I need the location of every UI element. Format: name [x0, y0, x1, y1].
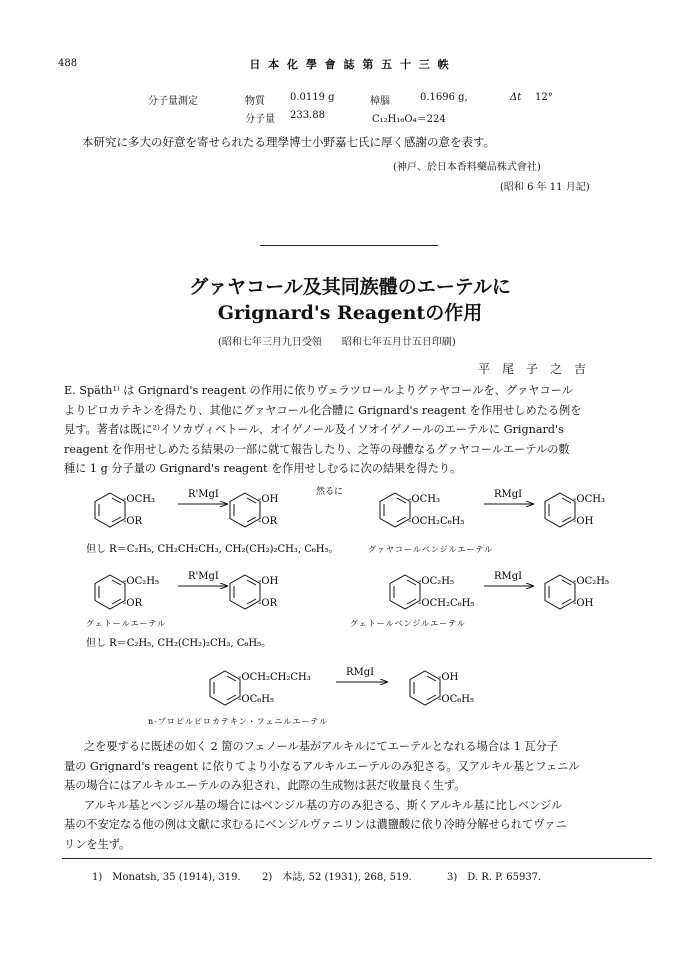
benzene-ring-icon — [230, 575, 260, 609]
delta-t-value: 12° — [535, 92, 553, 103]
intro-line: 見す。著者は既に²⁾イソカヴィベトール、オイゲノール及イソオイゲノールのエーテルに Grignard's — [64, 423, 564, 436]
substituent: -OR — [258, 516, 278, 527]
benzene-ring-icon — [545, 575, 575, 609]
conclusion-line: 基の場合にはアルキルエーテルのみ犯され、此際の生成物は甚だ收量良く生ず。 — [64, 779, 466, 792]
reagent: RMgI — [494, 571, 523, 582]
intro-line: よりピロカテキンを得たり、其他にグァヤコール化合體に Grignard's reagent を作用せしめたる例を — [64, 403, 582, 417]
mw-measurement-label: 分子量測定 — [148, 96, 198, 107]
molecular-formula: C₁₂H₁₆O₄＝224 — [372, 114, 446, 125]
delta-t-label: Δt — [510, 92, 522, 103]
compound-caption: グェトールエーテル — [86, 619, 167, 628]
written-date: (昭和 6 年 11 月記) — [500, 182, 590, 193]
however-text: 然るに — [316, 487, 344, 497]
footnote: 3) D. R. P. 65937. — [447, 872, 542, 883]
conclusion-line: 之を要するに既述の如く 2 箇のフェノール基がアルキルにてエーテルとなれる場合は 1 瓦分子 — [84, 740, 558, 753]
page-number: 488 — [58, 58, 78, 69]
footnote: 2) 本誌, 52 (1931), 268, 519. — [262, 872, 412, 883]
compound-caption: n-プロピルピロカテキン・フェニルエーテル — [148, 717, 328, 726]
affiliation: (神戸、於日本香料藥品株式會社) — [393, 162, 541, 173]
compound-caption: グァヤコールベンジルエーテル — [368, 545, 494, 554]
article-title-line2: Grignard's Reagentの作用 — [217, 302, 483, 324]
mw-label: 分子量 — [245, 114, 275, 125]
solvent-label: 樟腦 — [370, 96, 390, 107]
compound-caption: グェトールベンジルエーテル — [350, 619, 466, 628]
reagent: R'MgI — [188, 489, 219, 500]
substance-label: 物質 — [245, 96, 265, 107]
substituent: -OC₆H₅ — [238, 694, 274, 705]
benzene-ring-icon — [410, 671, 440, 705]
substituent: -OCH₃ — [123, 494, 155, 505]
substituent: -OCH₂C₆H₅ — [418, 598, 475, 609]
benzene-ring-icon — [95, 575, 125, 609]
benzene-ring-icon — [230, 493, 260, 527]
footnote: 1) Monatsh, 35 (1914), 319. — [92, 872, 241, 883]
substituent: -OCH₃ — [408, 494, 440, 505]
substituent: -OR — [123, 598, 143, 609]
benzene-ring-icon — [380, 493, 410, 527]
substituent: -OCH₂CH₂CH₃ — [238, 672, 311, 683]
intro-line: E. Späth¹⁾ は Grignard's reagent の作用に依りヴェラツロールよりグァヤコールを、グァヤコール — [64, 384, 573, 397]
conclusion-paragraph — [64, 737, 664, 854]
note: 但し R＝C₂H₅, CH₂CH₂CH₃, CH₂(CH₂)₂CH₃, C₆H₅。 — [86, 544, 339, 555]
substituent: -OCH₂C₆H₅ — [408, 516, 465, 527]
footnote-divider — [62, 858, 652, 859]
mw-value: 233.88 — [290, 110, 325, 121]
benzene-ring-icon — [95, 493, 125, 527]
conclusion-line: 基の不安定なる他の例は文獻に求むるにベンジルヴァニリンは濃鹽酸に依り冷時分解せられてヴァニ — [64, 818, 567, 831]
article-title-line1: グァヤコール及其同族體のエーテルに — [189, 276, 511, 298]
reagent: R'MgI — [188, 571, 219, 582]
benzene-ring-icon — [210, 671, 240, 705]
reagent: RMgI — [346, 667, 375, 678]
substituent: -OH — [258, 494, 279, 505]
section-divider — [260, 245, 438, 246]
author: 平 尾 子 之 吉 — [478, 362, 587, 376]
conclusion-line: アルキル基とベンジル基の場合にはベンジル基の方のみ犯さる、斯くアルキル基に比しベンジル — [84, 798, 563, 812]
substituent: -OH — [573, 516, 594, 527]
solvent-value: 0.1696 g, — [420, 92, 468, 103]
intro-paragraph — [64, 381, 654, 479]
reaction-schemes — [0, 480, 700, 730]
conclusion-line: 量の Grignard's reagent に依りてより小なるアルキルエーテルのみ犯さる。又アルキル基とフェニル — [64, 759, 580, 773]
substituent: -OH — [573, 598, 594, 609]
received-dates: (昭和七年三月九日受領 昭和七年五月廿五日印刷) — [218, 337, 456, 348]
benzene-ring-icon — [545, 493, 575, 527]
substituent: -OC₂H₅ — [573, 576, 609, 587]
intro-line: 種に 1 g 分子量の Grignard's reagent を作用せしむるに次の結果を得たり。 — [64, 462, 462, 475]
substance-value: 0.0119 g — [290, 92, 335, 103]
substituent: -OC₆H₅ — [438, 694, 474, 705]
substituent: -OCH₃ — [573, 494, 605, 505]
journal-header: 日 本 化 學 會 誌 第 五 十 三 帙 — [249, 58, 451, 71]
substituent: -OR — [123, 516, 143, 527]
benzene-ring-icon — [390, 575, 420, 609]
substituent: -OC₂H₅ — [418, 576, 454, 587]
substituent: -OR — [258, 598, 278, 609]
substituent: -OH — [438, 672, 459, 683]
reagent: RMgI — [494, 489, 523, 500]
note: 但し R＝C₂H₅, CH₂(CH₂)₂CH₃, C₆H₅。 — [86, 638, 272, 649]
substituent: -OH — [258, 576, 279, 587]
substituent: -OC₂H₅ — [123, 576, 159, 587]
intro-line: reagent を作用せしめたる結果の一部に就て報告したり、之等の母體なるグァヤコールエーテルの數 — [64, 442, 570, 456]
acknowledgement: 本研究に多大の好意を寄せられたる理學博士小野嘉七氏に厚く感謝の意を表す。 — [82, 135, 496, 149]
conclusion-line: リンを生ず。 — [64, 837, 131, 851]
